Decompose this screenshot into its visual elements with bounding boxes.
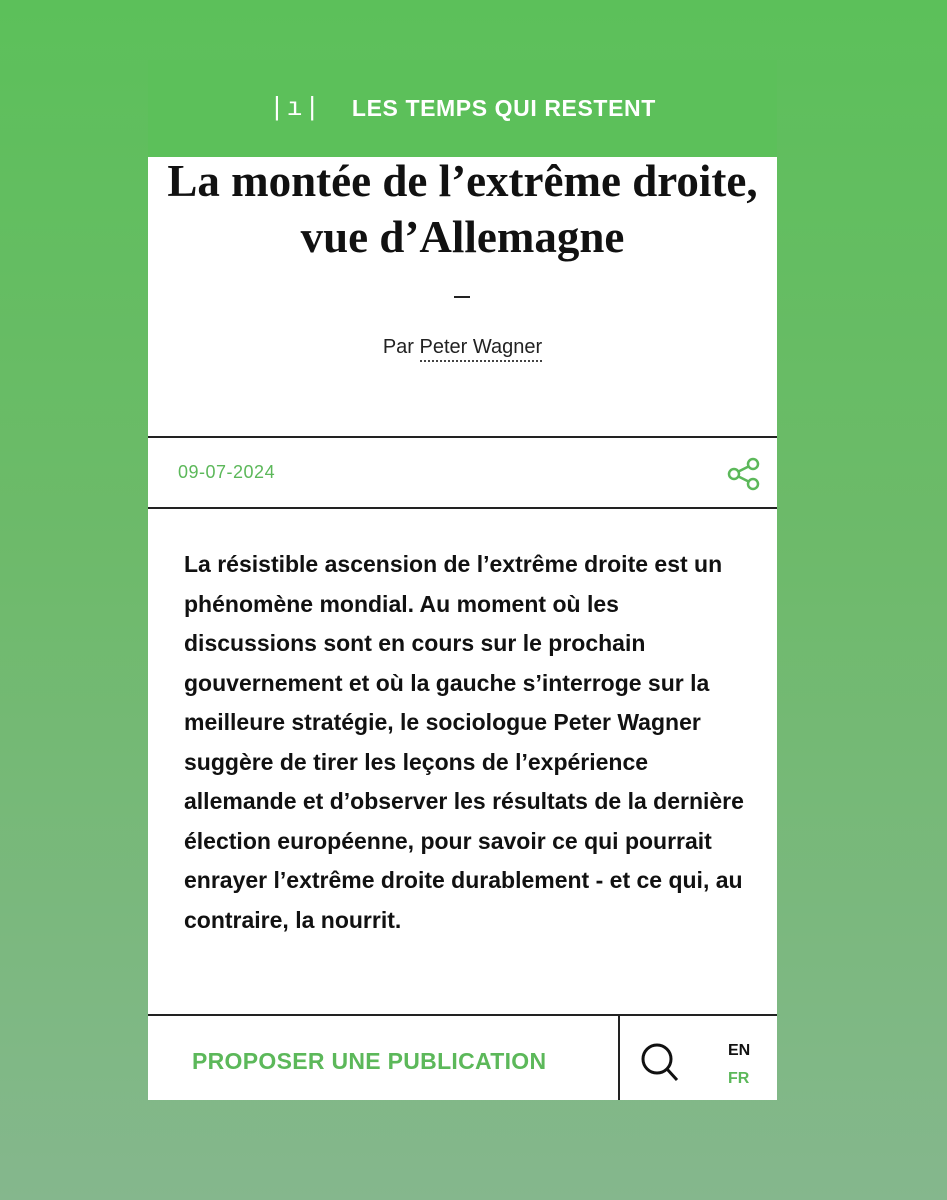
site-logo[interactable]: |ı|: [269, 92, 322, 123]
byline-prefix: Par: [382, 336, 414, 358]
site-header: [148, 60, 777, 157]
title-separator: [454, 296, 470, 298]
publication-date: 09-07-2024: [178, 462, 276, 482]
article-title: La montée de l’extrême droite, vue d’Allemagne: [167, 156, 758, 262]
site-name[interactable]: LES TEMPS QUI RESTENT: [351, 95, 656, 121]
article-lead: La résistible ascension de l’extrême droite est un phénomène mondial. Au moment où les discussions sont en cours sur le prochain gouvernement et où la gauche s’interroge sur la meilleure stratégie, le sociologue Peter Wagner suggère de tirer les leçons de l’expérience allemande et d’observer les résultats de la dernière élection européenne, pour savoir ce qui pourrait enrayer l’extrême droite durablement - et ce qui, au contraire, la nourrit.: [184, 551, 744, 933]
byline: [148, 336, 777, 359]
footer-divider: [618, 1016, 620, 1100]
divider-top: [148, 436, 777, 438]
divider-bottom: [148, 507, 777, 509]
propose-publication-button[interactable]: PROPOSER UNE PUBLICATION: [192, 1048, 547, 1074]
footer-bar: [148, 1014, 777, 1100]
language-en[interactable]: EN: [728, 1042, 751, 1059]
author-link[interactable]: Peter Wagner: [420, 336, 543, 362]
share-icon[interactable]: [726, 456, 762, 492]
language-fr[interactable]: FR: [728, 1070, 750, 1087]
page-frame: [148, 60, 777, 1100]
search-icon[interactable]: [640, 1042, 680, 1082]
